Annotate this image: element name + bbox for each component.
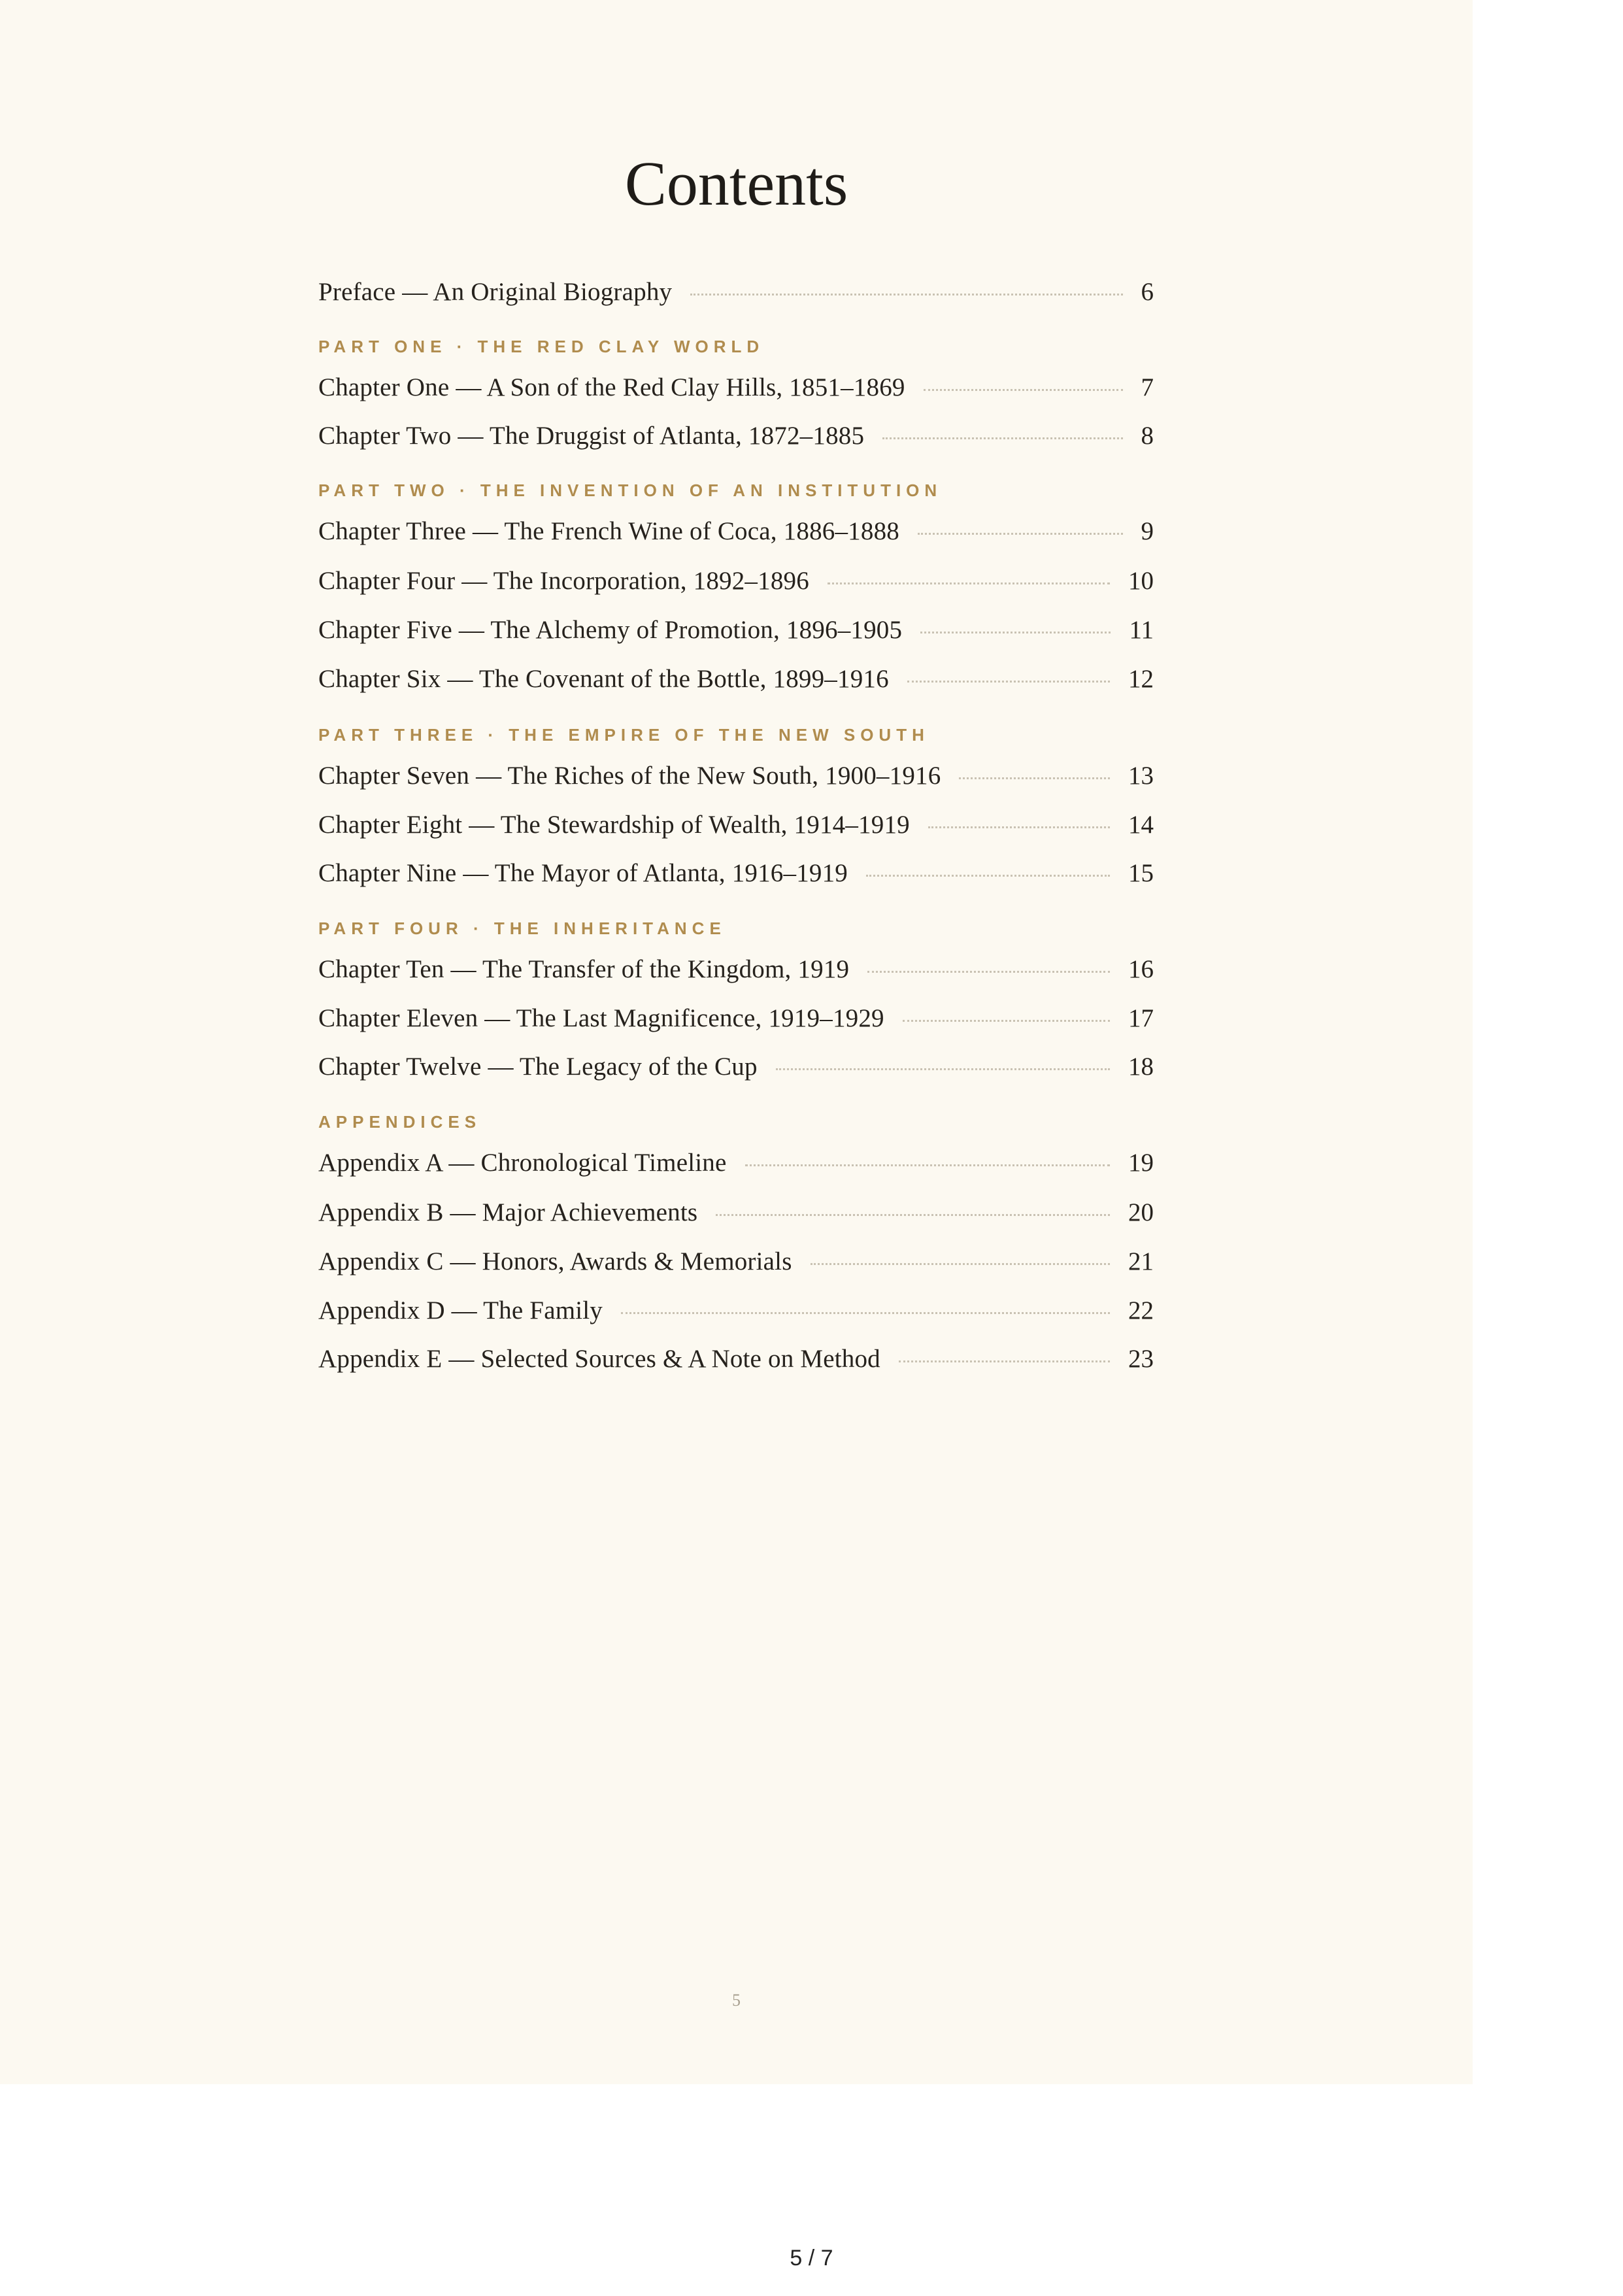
- leader-dots: [828, 582, 1110, 584]
- toc-entry[interactable]: [318, 1340, 1154, 1377]
- leader-dots: [745, 1164, 1110, 1166]
- toc-entry-page: 13: [1128, 761, 1154, 790]
- toc-entry[interactable]: [318, 806, 1154, 843]
- leader-dots: [959, 777, 1110, 779]
- toc-entry[interactable]: [318, 417, 1154, 454]
- page-folio: 5: [732, 1991, 741, 2010]
- toc-entry[interactable]: [318, 513, 1154, 549]
- toc-entry-page: 15: [1128, 858, 1154, 887]
- leader-dots: [621, 1312, 1110, 1314]
- leader-dots: [776, 1068, 1110, 1070]
- toc-entry[interactable]: [318, 951, 1154, 987]
- toc-entry-label: Chapter Two — The Druggist of Atlanta, 1872–1885: [318, 421, 865, 450]
- part-heading: PART TWO · THE INVENTION OF AN INSTITUTION: [318, 480, 943, 500]
- leader-dots: [866, 875, 1110, 877]
- toc-entry-label: Chapter Five — The Alchemy of Promotion, 1896–1905: [318, 615, 903, 644]
- toc-entry-label: Preface — An Original Biography: [318, 277, 673, 306]
- viewer-page-indicator: 5 / 7: [790, 2246, 833, 2271]
- leader-dots: [690, 294, 1122, 295]
- toc-entry-label: Chapter Seven — The Riches of the New South, 1900–1916: [318, 761, 941, 790]
- toc-entry[interactable]: [318, 1048, 1154, 1085]
- toc-entry-label: Appendix A — Chronological Timeline: [318, 1148, 727, 1177]
- toc-entry-label: Appendix E — Selected Sources & A Note on Method: [318, 1344, 880, 1373]
- part-heading: PART ONE · THE RED CLAY WORLD: [318, 336, 765, 356]
- toc-entry[interactable]: [318, 562, 1154, 599]
- toc-entry-label: Chapter Three — The French Wine of Coca, 1886–1888: [318, 516, 899, 545]
- toc-entry-page: 17: [1128, 1004, 1154, 1032]
- leader-dots: [811, 1263, 1110, 1265]
- toc-entry[interactable]: [318, 369, 1154, 405]
- toc-entry-label: Chapter Eight — The Stewardship of Wealth, 1914–1919: [318, 810, 910, 839]
- toc-entry-label: Chapter Ten — The Transfer of the Kingdom, 1919: [318, 954, 850, 983]
- leader-dots: [899, 1360, 1110, 1362]
- toc-entry-page: 8: [1141, 421, 1154, 450]
- toc-entry-page: 11: [1129, 615, 1154, 644]
- appendices-heading: APPENDICES: [318, 1111, 482, 1132]
- toc-entry-label: Chapter One — A Son of the Red Clay Hills, 1851–1869: [318, 373, 905, 401]
- toc-entry[interactable]: [318, 1243, 1154, 1279]
- leader-dots: [920, 632, 1111, 633]
- toc-entry-page: 20: [1128, 1198, 1154, 1226]
- leader-dots: [882, 437, 1122, 439]
- toc-entry-label: Appendix C — Honors, Awards & Memorials: [318, 1247, 792, 1275]
- page-title: Contents: [624, 148, 848, 218]
- leader-dots: [716, 1214, 1110, 1216]
- leader-dots: [907, 681, 1110, 683]
- toc-entry-page: 19: [1128, 1148, 1154, 1177]
- toc-entry-page: 23: [1128, 1344, 1154, 1373]
- leader-dots: [924, 389, 1123, 391]
- leader-dots: [928, 826, 1110, 828]
- toc-entry-page: 7: [1141, 373, 1154, 401]
- toc-entry-page: 9: [1141, 516, 1154, 545]
- toc-entry-preface[interactable]: [318, 273, 1154, 310]
- toc-entry-page: 10: [1128, 566, 1154, 595]
- toc-entry-label: Appendix B — Major Achievements: [318, 1198, 698, 1226]
- leader-dots: [867, 971, 1110, 973]
- part-heading: PART FOUR · THE INHERITANCE: [318, 918, 726, 938]
- toc-entry[interactable]: [318, 1292, 1154, 1328]
- toc-entry-label: Chapter Eleven — The Last Magnificence, 1919–1929: [318, 1004, 884, 1032]
- leader-dots: [903, 1020, 1110, 1022]
- toc-entry[interactable]: [318, 757, 1154, 794]
- toc-entry-page: 14: [1128, 810, 1154, 839]
- toc-entry-page: 6: [1141, 277, 1154, 306]
- toc-entry[interactable]: [318, 854, 1154, 891]
- toc-entry-page: 12: [1128, 664, 1154, 693]
- toc-entry[interactable]: [318, 611, 1154, 648]
- toc-entry-label: Chapter Nine — The Mayor of Atlanta, 1916–1919: [318, 858, 848, 887]
- toc-entry-page: 22: [1128, 1296, 1154, 1325]
- toc-entry[interactable]: [318, 1000, 1154, 1036]
- toc-entry[interactable]: [318, 1194, 1154, 1230]
- toc-entry-label: Chapter Four — The Incorporation, 1892–1896: [318, 566, 809, 595]
- toc-entry-page: 21: [1128, 1247, 1154, 1275]
- toc-entry[interactable]: [318, 1144, 1154, 1181]
- toc-entry-label: Chapter Six — The Covenant of the Bottle, 1899–1916: [318, 664, 889, 693]
- toc-entry-label: Appendix D — The Family: [318, 1296, 603, 1325]
- toc-entry-label: Chapter Twelve — The Legacy of the Cup: [318, 1052, 758, 1081]
- part-heading: PART THREE · THE EMPIRE OF THE NEW SOUTH: [318, 724, 929, 745]
- toc-entry-page: 16: [1128, 954, 1154, 983]
- toc-entry[interactable]: [318, 660, 1154, 697]
- toc-entry-page: 18: [1128, 1052, 1154, 1081]
- leader-dots: [918, 533, 1123, 535]
